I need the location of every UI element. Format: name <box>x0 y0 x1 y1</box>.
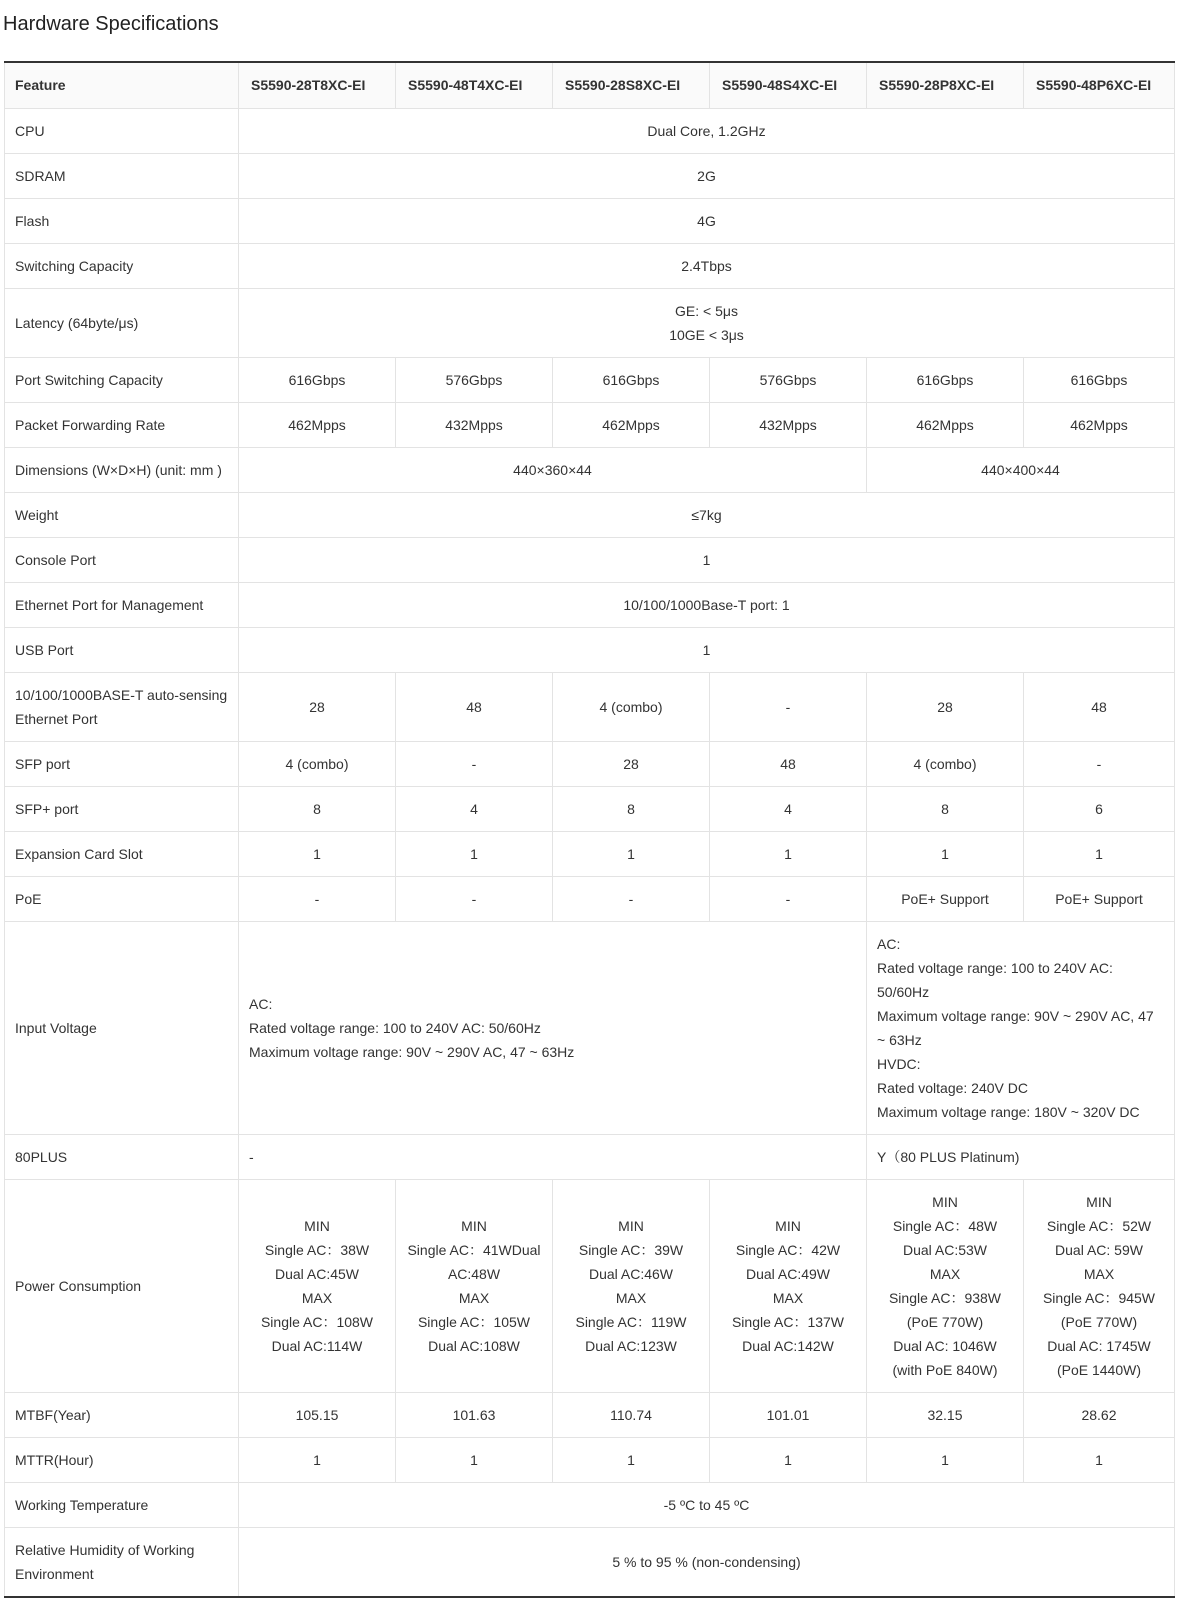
spec-cell <box>710 672 867 741</box>
model-header: S5590-48S4XC-EI <box>710 62 867 108</box>
table-row <box>5 402 1175 447</box>
cell-line: 432Mpps <box>759 416 817 433</box>
spec-cell <box>239 672 396 741</box>
spec-cell <box>553 1179 710 1392</box>
cell-line: MAX <box>1083 1265 1115 1282</box>
feature-label: MTBF(Year) <box>5 1392 239 1437</box>
spec-cell <box>710 402 867 447</box>
cell-line: 1 <box>1095 1451 1103 1468</box>
cell-line: 105.15 <box>295 1406 339 1423</box>
spec-cell <box>239 108 1175 153</box>
cell-line: 1 <box>702 641 711 658</box>
cell-line: - <box>785 698 791 715</box>
cell-line: -5 ºC to 45 ºC <box>663 1496 750 1513</box>
spec-cell <box>867 786 1024 831</box>
cell-line: 1 <box>1095 845 1103 862</box>
spec-cell <box>396 786 553 831</box>
spec-cell <box>553 1437 710 1482</box>
cell-line: 1 <box>784 1451 792 1468</box>
cell-line: Dual AC:46W <box>588 1265 674 1282</box>
cell-line: - <box>628 890 634 907</box>
feature-label: PoE <box>5 876 239 921</box>
cell-line: Single AC：38W <box>264 1241 370 1258</box>
feature-label: Working Temperature <box>5 1482 239 1527</box>
table-row <box>5 786 1175 831</box>
spec-cell <box>1024 402 1175 447</box>
table-row <box>5 1134 1175 1179</box>
spec-table <box>4 61 1175 1598</box>
spec-cell <box>553 402 710 447</box>
feature-label: SFP port <box>5 741 239 786</box>
cell-line: MIN <box>1086 1193 1112 1210</box>
spec-cell <box>867 1134 1175 1179</box>
table-row <box>5 921 1175 1134</box>
spec-cell <box>396 831 553 876</box>
cell-line: 8 <box>941 800 949 817</box>
table-row <box>5 1527 1175 1597</box>
spec-cell <box>396 1392 553 1437</box>
cell-line: AC: <box>877 935 901 952</box>
cell-line: Maximum voltage range: 180V ~ 320V DC <box>877 1103 1140 1120</box>
cell-line: Single AC：945W (PoE 770W) <box>1042 1289 1156 1330</box>
cell-line: MIN <box>618 1217 644 1234</box>
cell-line: - <box>785 890 791 907</box>
feature-label: Port Switching Capacity <box>5 357 239 402</box>
feature-header: Feature <box>5 62 239 108</box>
cell-line: 616Gbps <box>916 371 974 388</box>
spec-cell <box>239 1392 396 1437</box>
cell-line: Single AC：39W <box>578 1241 684 1258</box>
spec-cell <box>239 831 396 876</box>
table-row <box>5 876 1175 921</box>
feature-label: Expansion Card Slot <box>5 831 239 876</box>
table-row <box>5 288 1175 357</box>
feature-label: Weight <box>5 492 239 537</box>
table-row <box>5 492 1175 537</box>
cell-line: 1 <box>784 845 792 862</box>
cell-line: 616Gbps <box>288 371 346 388</box>
spec-cell <box>1024 876 1175 921</box>
model-header: S5590-48P6XC-EI <box>1024 62 1175 108</box>
spec-cell <box>239 741 396 786</box>
feature-label: MTTR(Hour) <box>5 1437 239 1482</box>
spec-cell <box>396 672 553 741</box>
feature-label: Packet Forwarding Rate <box>5 402 239 447</box>
feature-label: SFP+ port <box>5 786 239 831</box>
cell-line: - <box>314 890 320 907</box>
spec-cell <box>553 357 710 402</box>
cell-line: Single AC：105W <box>417 1313 531 1330</box>
spec-cell <box>239 492 1175 537</box>
cell-line: MIN <box>461 1217 487 1234</box>
spec-cell <box>710 831 867 876</box>
spec-cell <box>239 1482 1175 1527</box>
spec-cell <box>1024 741 1175 786</box>
cell-line: MAX <box>458 1289 490 1306</box>
spec-cell <box>867 672 1024 741</box>
table-row <box>5 1392 1175 1437</box>
cell-line: Dual AC: 59W <box>1055 1241 1143 1258</box>
feature-label: CPU <box>5 108 239 153</box>
feature-label: Input Voltage <box>5 921 239 1134</box>
spec-cell <box>710 741 867 786</box>
cell-line: 28 <box>623 755 639 772</box>
model-header: S5590-28T8XC-EI <box>239 62 396 108</box>
cell-line: 1 <box>470 1451 478 1468</box>
cell-line: 462Mpps <box>916 416 974 433</box>
model-header: S5590-48T4XC-EI <box>396 62 553 108</box>
cell-line: 1 <box>627 845 635 862</box>
spec-cell <box>710 1392 867 1437</box>
feature-label: USB Port <box>5 627 239 672</box>
cell-line: 462Mpps <box>602 416 660 433</box>
spec-cell <box>1024 1392 1175 1437</box>
cell-line: 10/100/1000Base-T port: 1 <box>623 596 790 613</box>
cell-line: HVDC: <box>877 1055 921 1072</box>
cell-line: 4 <box>784 800 792 817</box>
spec-cell <box>867 876 1024 921</box>
cell-line: 48 <box>1091 698 1107 715</box>
cell-line: Dual AC:49W <box>745 1265 831 1282</box>
cell-line: Rated voltage range: 100 to 240V AC: 50/60Hz <box>877 959 1113 1000</box>
spec-cell <box>239 288 1175 357</box>
feature-label: Ethernet Port for Management <box>5 582 239 627</box>
feature-label: Console Port <box>5 537 239 582</box>
cell-line: 462Mpps <box>288 416 346 433</box>
cell-line: Dual AC:53W <box>902 1241 988 1258</box>
spec-cell <box>1024 1437 1175 1482</box>
cell-line: 10GE < 3μs <box>669 326 744 343</box>
spec-cell <box>396 402 553 447</box>
cell-line: MIN <box>775 1217 801 1234</box>
cell-line: 1 <box>313 1451 321 1468</box>
cell-line: Dual AC:123W <box>585 1337 677 1354</box>
cell-line: 616Gbps <box>1070 371 1128 388</box>
table-row <box>5 627 1175 672</box>
feature-label: Latency (64byte/μs) <box>5 288 239 357</box>
spec-cell <box>239 876 396 921</box>
cell-line: 440×400×44 <box>981 461 1060 478</box>
spec-cell <box>710 1437 867 1482</box>
feature-label: 10/100/1000BASE-T auto-sensing Ethernet Port <box>5 672 239 741</box>
cell-line: 1 <box>470 845 478 862</box>
cell-line: 4 (combo) <box>913 755 977 772</box>
cell-line: MAX <box>772 1289 804 1306</box>
cell-line: Single AC：108W <box>260 1313 374 1330</box>
spec-cell <box>1024 357 1175 402</box>
cell-line: Single AC：48W <box>892 1217 998 1234</box>
spec-cell <box>553 786 710 831</box>
cell-line: Rated voltage: 240V DC <box>877 1079 1028 1096</box>
cell-line: 6 <box>1095 800 1103 817</box>
cell-line: 432Mpps <box>445 416 503 433</box>
model-header: S5590-28P8XC-EI <box>867 62 1024 108</box>
spec-cell <box>239 357 396 402</box>
cell-line: 28 <box>309 698 325 715</box>
cell-line: - <box>249 1148 254 1165</box>
spec-cell <box>867 921 1175 1134</box>
page-title: Hardware Specifications <box>3 13 219 35</box>
spec-cell <box>1024 672 1175 741</box>
spec-table-body <box>5 108 1175 1597</box>
cell-line: MAX <box>301 1289 333 1306</box>
cell-line: MAX <box>929 1265 961 1282</box>
cell-line: Single AC：52W <box>1046 1217 1152 1234</box>
table-row <box>5 537 1175 582</box>
spec-cell <box>553 831 710 876</box>
spec-cell <box>553 1392 710 1437</box>
cell-line: GE: < 5μs <box>675 302 738 319</box>
cell-line: 4 <box>470 800 478 817</box>
cell-line: PoE+ Support <box>901 890 989 907</box>
feature-label: Power Consumption <box>5 1179 239 1392</box>
cell-line: MIN <box>932 1193 958 1210</box>
spec-cell <box>1024 786 1175 831</box>
spec-cell <box>1024 1179 1175 1392</box>
cell-line: 48 <box>780 755 796 772</box>
cell-line: Dual AC: 1046W (with PoE 840W) <box>892 1337 998 1378</box>
spec-cell <box>867 831 1024 876</box>
cell-line: Single AC：119W <box>575 1313 687 1330</box>
cell-line: 1 <box>702 551 711 568</box>
spec-cell <box>710 876 867 921</box>
table-row <box>5 1179 1175 1392</box>
cell-line: 440×360×44 <box>513 461 592 478</box>
cell-line: ≤7kg <box>691 506 722 523</box>
spec-cell <box>867 1392 1024 1437</box>
spec-cell <box>239 243 1175 288</box>
table-row <box>5 357 1175 402</box>
feature-label: SDRAM <box>5 153 239 198</box>
spec-cell <box>710 786 867 831</box>
spec-cell <box>239 921 867 1134</box>
spec-cell <box>396 876 553 921</box>
cell-line: 110.74 <box>610 1406 652 1423</box>
cell-line: 2G <box>697 167 716 184</box>
feature-label: Relative Humidity of Working Environment <box>5 1527 239 1597</box>
table-row <box>5 198 1175 243</box>
cell-line: 28 <box>937 698 953 715</box>
cell-line: Dual AC:142W <box>742 1337 834 1354</box>
cell-line: 4 (combo) <box>285 755 349 772</box>
cell-line: Dual AC:114W <box>271 1337 363 1354</box>
feature-label: Dimensions (W×D×H) (unit: mm ) <box>5 447 239 492</box>
cell-line: 576Gbps <box>445 371 503 388</box>
cell-line: PoE+ Support <box>1055 890 1143 907</box>
cell-line: Rated voltage range: 100 to 240V AC: 50/60Hz <box>249 1019 541 1036</box>
spec-cell <box>553 741 710 786</box>
cell-line: 48 <box>466 698 482 715</box>
spec-cell <box>710 357 867 402</box>
cell-line: 5 % to 95 % (non-condensing) <box>612 1553 801 1570</box>
spec-cell <box>239 582 1175 627</box>
feature-label: Flash <box>5 198 239 243</box>
cell-line: Maximum voltage range: 90V ~ 290V AC, 47 ~ 63Hz <box>249 1043 575 1060</box>
spec-cell <box>239 1437 396 1482</box>
spec-cell <box>710 1179 867 1392</box>
spec-cell <box>1024 831 1175 876</box>
cell-line: 1 <box>941 1451 949 1468</box>
cell-line: Dual AC:45W <box>274 1265 360 1282</box>
table-row <box>5 108 1175 153</box>
cell-line: 8 <box>313 800 321 817</box>
cell-line: Y（80 PLUS Platinum) <box>877 1148 1020 1165</box>
cell-line: 4G <box>697 212 716 229</box>
cell-line: Dual AC:108W <box>428 1337 520 1354</box>
spec-cell <box>239 1179 396 1392</box>
cell-line: MIN <box>304 1217 330 1234</box>
cell-line: 1 <box>941 845 949 862</box>
table-row <box>5 1482 1175 1527</box>
table-row <box>5 447 1175 492</box>
spec-cell <box>239 786 396 831</box>
cell-line: Dual Core, 1.2GHz <box>647 122 766 139</box>
cell-line: 2.4Tbps <box>681 257 732 274</box>
cell-line: 576Gbps <box>759 371 817 388</box>
spec-cell <box>239 402 396 447</box>
spec-cell <box>239 447 867 492</box>
table-row <box>5 1437 1175 1482</box>
cell-line: 462Mpps <box>1070 416 1128 433</box>
spec-cell <box>239 198 1175 243</box>
cell-line: 28.62 <box>1081 1406 1117 1423</box>
cell-line: 1 <box>313 845 321 862</box>
feature-label: Switching Capacity <box>5 243 239 288</box>
table-row <box>5 741 1175 786</box>
cell-line: - <box>471 890 477 907</box>
cell-line: 616Gbps <box>602 371 660 388</box>
cell-line: 1 <box>627 1451 635 1468</box>
spec-cell <box>239 537 1175 582</box>
spec-cell <box>396 1179 553 1392</box>
cell-line: 4 (combo) <box>599 698 663 715</box>
spec-cell <box>239 153 1175 198</box>
header-row <box>5 62 1175 108</box>
cell-line: MAX <box>615 1289 647 1306</box>
cell-line: 32.15 <box>927 1406 963 1423</box>
spec-cell <box>396 741 553 786</box>
spec-cell <box>553 672 710 741</box>
spec-cell <box>553 876 710 921</box>
cell-line: Single AC：137W <box>731 1313 845 1330</box>
cell-line: Dual AC: 1745W (PoE 1440W) <box>1047 1337 1151 1378</box>
cell-line: AC: <box>249 995 273 1012</box>
spec-cell <box>396 357 553 402</box>
table-row <box>5 153 1175 198</box>
model-header: S5590-28S8XC-EI <box>553 62 710 108</box>
spec-cell <box>239 1134 867 1179</box>
feature-label: 80PLUS <box>5 1134 239 1179</box>
spec-cell <box>867 402 1024 447</box>
spec-cell <box>239 1527 1175 1597</box>
table-row <box>5 672 1175 741</box>
spec-cell <box>867 1437 1024 1482</box>
spec-cell <box>867 741 1024 786</box>
cell-line: 101.01 <box>766 1406 810 1423</box>
cell-line: - <box>471 755 477 772</box>
spec-cell <box>396 1437 553 1482</box>
table-row <box>5 831 1175 876</box>
cell-line: Single AC：42W <box>735 1241 841 1258</box>
spec-cell <box>239 627 1175 672</box>
cell-line: - <box>1096 755 1102 772</box>
cell-line: 8 <box>627 800 635 817</box>
table-row <box>5 582 1175 627</box>
cell-line: 101.63 <box>452 1406 496 1423</box>
cell-line: Single AC：41WDual AC:48W <box>407 1241 541 1282</box>
spec-cell <box>867 357 1024 402</box>
spec-cell <box>867 1179 1024 1392</box>
cell-line: Single AC：938W (PoE 770W) <box>888 1289 1002 1330</box>
cell-line: Maximum voltage range: 90V ~ 290V AC, 47 ~ 63Hz <box>877 1007 1154 1048</box>
spec-cell <box>867 447 1175 492</box>
table-row <box>5 243 1175 288</box>
